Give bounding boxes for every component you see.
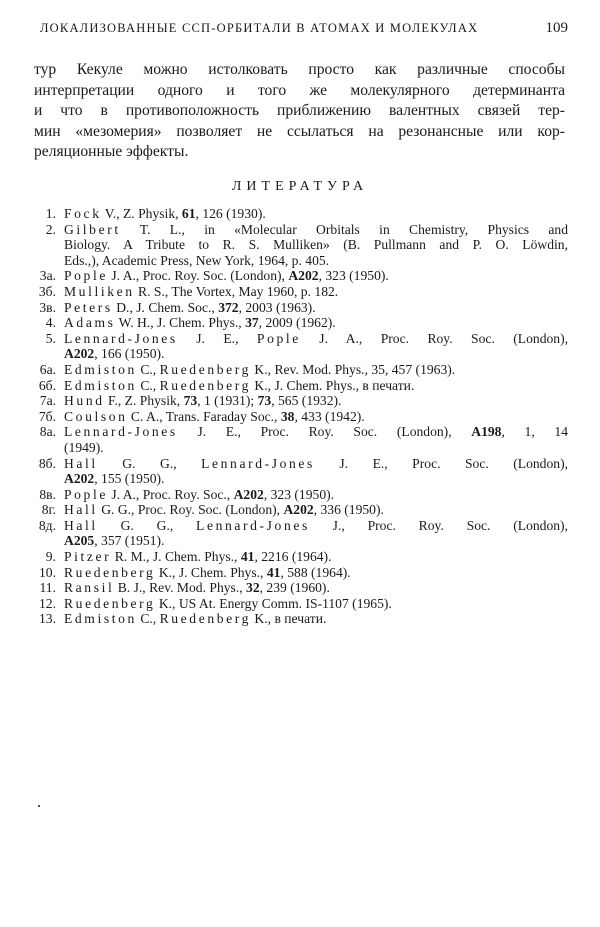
citation-text: C. A., Trans. Faraday Soc., xyxy=(127,408,281,424)
volume-number: 41 xyxy=(266,564,281,580)
reference-item xyxy=(28,315,568,331)
author-name: Hund xyxy=(64,393,105,409)
reference-line xyxy=(64,487,568,503)
reference-line xyxy=(64,362,568,378)
reference-line xyxy=(64,456,568,472)
citation-text: , 433 (1942). xyxy=(294,408,365,424)
citation-text: R. M., J. Chem. Phys., xyxy=(111,549,241,565)
citation-text: (1949). xyxy=(64,439,104,455)
author-name: Lennard-Jones xyxy=(64,424,178,440)
citation-text: R. S., The Vortex, May 1960, p. 182. xyxy=(134,283,339,299)
author-name: Gilbert xyxy=(64,221,121,237)
reference-line xyxy=(64,424,568,440)
volume-number: A202 xyxy=(64,346,95,362)
reference-item xyxy=(28,611,568,627)
running-header xyxy=(40,20,568,37)
volume-number: 372 xyxy=(218,299,239,315)
citation-text: K., в печати. xyxy=(251,611,327,627)
reference-text xyxy=(64,565,568,581)
author-name: Edmiston xyxy=(64,377,137,393)
reference-line xyxy=(64,378,568,394)
reference-item xyxy=(28,424,568,455)
citation-text: B. J., Rev. Mod. Phys., xyxy=(114,580,247,596)
literature-heading: ЛИТЕРАТУРА xyxy=(231,179,369,194)
citation-text: , 2009 (1962). xyxy=(258,315,336,331)
author-name: Ruedenberg xyxy=(159,361,252,377)
citation-text: G. G., xyxy=(97,517,197,533)
paragraph-line: тур Кекуле можно истолковать просто как различные способы xyxy=(34,61,565,78)
reference-list xyxy=(28,206,568,627)
reference-item xyxy=(28,456,568,487)
reference-item xyxy=(28,268,568,284)
reference-line xyxy=(64,502,568,518)
volume-number: A202 xyxy=(233,486,264,502)
citation-text: K., J. Chem. Phys., xyxy=(155,564,267,580)
reference-number: 7а. xyxy=(39,393,56,409)
reference-number: 8в. xyxy=(39,486,56,502)
citation-text: , 588 (1964). xyxy=(280,564,351,580)
citation-text: , 357 (1951). xyxy=(94,533,165,549)
author-name: Edmiston xyxy=(64,611,137,627)
author-name: Ransil xyxy=(64,580,115,596)
reference-number: 8а. xyxy=(39,424,56,440)
volume-number: A202 xyxy=(283,502,314,518)
reference-item xyxy=(28,409,568,425)
reference-item xyxy=(28,580,568,596)
reference-item xyxy=(28,222,568,269)
reference-line xyxy=(64,331,568,347)
reference-line xyxy=(64,533,568,549)
reference-text xyxy=(64,378,568,394)
reference-line xyxy=(64,315,568,331)
author-name: Pitzer xyxy=(64,549,112,565)
citation-text: J. E., Proc. Soc. (London), xyxy=(314,455,568,471)
reference-text xyxy=(64,300,568,316)
reference-number: 11. xyxy=(39,580,56,596)
reference-line xyxy=(64,206,568,222)
reference-text xyxy=(64,284,568,300)
citation-text: K., US At. Energy Comm. IS-1107 (1965). xyxy=(155,595,392,611)
reference-line xyxy=(64,518,568,534)
reference-item xyxy=(28,378,568,394)
paragraph-line: интерпретации одного и того же молекулярного детерминанта xyxy=(34,81,565,99)
citation-text: , 1 (1931); xyxy=(197,393,258,409)
reference-text xyxy=(64,315,568,331)
citation-text: , 323 (1950). xyxy=(263,486,335,502)
reference-text xyxy=(64,580,568,596)
citation-text: , 2216 (1964). xyxy=(254,549,332,565)
reference-number: 8г. xyxy=(41,502,56,518)
volume-number: A205 xyxy=(64,533,95,549)
reference-number: 8б. xyxy=(38,455,56,471)
citation-text: , 2003 (1963). xyxy=(238,299,316,315)
citation-text: F., Z. Physik, xyxy=(104,393,184,409)
reference-number: 5. xyxy=(45,330,56,346)
citation-text: G. G., xyxy=(97,455,202,471)
citation-text: J., Proc. Roy. Soc. (London), xyxy=(309,517,568,533)
citation-text: J. A., Proc. Roy. Soc. (London), xyxy=(107,268,289,284)
reference-line xyxy=(64,393,568,409)
citation-text: , 323 (1950). xyxy=(318,268,389,284)
body-paragraph xyxy=(34,60,565,163)
page-number: 109 xyxy=(545,20,568,36)
reference-text xyxy=(64,222,568,269)
citation-text: , 126 (1930). xyxy=(195,206,266,221)
author-name: Lennard-Jones xyxy=(196,517,310,533)
author-name: Fock xyxy=(64,206,102,221)
author-name: Peters xyxy=(64,299,113,315)
author-name: Ruedenberg xyxy=(64,564,156,580)
volume-number: 32 xyxy=(246,580,260,596)
reference-line xyxy=(64,409,568,425)
citation-text: , 1, 14 xyxy=(501,424,568,440)
reference-text xyxy=(64,268,568,284)
citation-text: Biology. A Tribute to R. S. Mulliken» (B. Pullmann and P. O. Löwdin, xyxy=(64,237,568,253)
citation-text: T. L., in «Molecular Orbitals in Chemistry, Physics and xyxy=(120,221,568,237)
reference-number: 10. xyxy=(39,564,56,580)
reference-text xyxy=(64,393,568,409)
citation-text: K., Rev. Mod. Phys., 35, 457 (1963). xyxy=(251,361,456,377)
citation-text: , 166 (1950). xyxy=(94,346,165,362)
reference-text xyxy=(64,424,568,455)
paragraph-line: реляционные эффекты. xyxy=(34,143,189,160)
reference-text xyxy=(64,409,568,425)
citation-text: K., J. Chem. Phys., в печати. xyxy=(251,377,415,393)
author-name: Coulson xyxy=(64,408,128,424)
reference-item xyxy=(28,502,568,518)
volume-number: A198 xyxy=(471,424,502,440)
reference-line xyxy=(64,440,568,456)
author-name: Hall xyxy=(64,455,98,471)
reference-line xyxy=(64,237,568,253)
volume-number: A202 xyxy=(64,471,95,487)
reference-number: 4. xyxy=(45,315,56,331)
author-name: Hall xyxy=(64,502,98,518)
reference-text xyxy=(64,206,568,222)
reference-text xyxy=(64,362,568,378)
citation-text: J. E., xyxy=(177,330,257,346)
author-name: Pople xyxy=(64,268,108,284)
reference-text xyxy=(64,611,568,627)
author-name: Ruedenberg xyxy=(159,611,252,627)
reference-number: 8д. xyxy=(38,517,56,533)
reference-number: 2. xyxy=(45,221,56,237)
volume-number: A202 xyxy=(288,268,319,284)
reference-text xyxy=(64,549,568,565)
author-name: Pople xyxy=(256,330,301,346)
reference-line xyxy=(64,549,568,565)
citation-text: C., xyxy=(136,361,160,377)
author-name: Mulliken xyxy=(64,283,135,299)
citation-text: J. A., Proc. Roy. Soc. (London), xyxy=(300,330,569,346)
reference-number: 3а. xyxy=(39,268,56,284)
reference-line xyxy=(64,580,568,596)
reference-item xyxy=(28,393,568,409)
author-name: Adams xyxy=(64,315,116,331)
reference-line xyxy=(64,346,568,362)
author-name: Edmiston xyxy=(64,361,137,377)
reference-line xyxy=(64,268,568,284)
reference-number: 3б. xyxy=(38,283,56,299)
reference-item xyxy=(28,300,568,316)
reference-text xyxy=(64,596,568,612)
author-name: Lennard-Jones xyxy=(64,330,178,346)
reference-line xyxy=(64,222,568,238)
citation-text: J. E., Proc. Roy. Soc. (London), xyxy=(177,424,472,440)
volume-number: 73 xyxy=(257,393,272,409)
citation-text: C., xyxy=(136,377,160,393)
reference-item xyxy=(28,284,568,300)
reference-number: 7б. xyxy=(38,408,56,424)
citation-text: D., J. Chem. Soc., xyxy=(112,299,219,315)
reference-item xyxy=(28,331,568,362)
volume-number: 38 xyxy=(280,408,295,424)
author-name: Pople xyxy=(64,486,108,502)
reference-text xyxy=(64,331,568,362)
citation-text: , 565 (1932). xyxy=(271,393,342,409)
volume-number: 61 xyxy=(181,206,196,221)
citation-text: Eds.,), Academic Press, New York, 1964, p. 405. xyxy=(64,252,330,268)
author-name: Ruedenberg xyxy=(64,595,156,611)
volume-number: 73 xyxy=(183,393,198,409)
reference-item xyxy=(28,362,568,378)
reference-item xyxy=(28,549,568,565)
reference-item xyxy=(28,487,568,503)
reference-line xyxy=(64,284,568,300)
reference-item xyxy=(28,596,568,612)
reference-text xyxy=(64,518,568,549)
citation-text: G. G., Proc. Roy. Soc. (London), xyxy=(97,502,284,518)
scan-speck xyxy=(38,805,40,807)
volume-number: 41 xyxy=(240,549,255,565)
citation-text: W. H., J. Chem. Phys., xyxy=(115,315,246,331)
citation-text: V., Z. Physik, xyxy=(101,206,182,221)
reference-number: 3в. xyxy=(39,299,56,315)
reference-number: 1. xyxy=(45,206,56,221)
reference-line xyxy=(64,471,568,487)
reference-line xyxy=(64,565,568,581)
running-title: ЛОКАЛИЗОВАННЫЕ ССП-ОРБИТАЛИ В АТОМАХ И МОЛЕКУЛАХ xyxy=(40,21,479,35)
reference-line xyxy=(64,596,568,612)
author-name: Hall xyxy=(64,517,98,533)
reference-number: 6а. xyxy=(39,361,56,377)
author-name: Lennard-Jones xyxy=(201,455,315,471)
citation-text: , 336 (1950). xyxy=(313,502,384,518)
reference-item xyxy=(28,565,568,581)
reference-item xyxy=(28,206,568,222)
author-name: Ruedenberg xyxy=(159,377,252,393)
citation-text: C., xyxy=(136,611,160,627)
reference-number: 12. xyxy=(39,595,56,611)
reference-text xyxy=(64,502,568,518)
reference-text xyxy=(64,456,568,487)
citation-text: , 155 (1950). xyxy=(94,471,165,487)
volume-number: 37 xyxy=(245,315,259,331)
reference-item xyxy=(28,518,568,549)
reference-number: 9. xyxy=(45,549,56,565)
reference-number: 13. xyxy=(39,611,56,627)
paragraph-line: мин «мезомерия» позволяет не ссылаться на резонансные или кор- xyxy=(34,122,565,140)
citation-text: J. A., Proc. Roy. Soc., xyxy=(107,486,234,502)
reference-number: 6б. xyxy=(38,377,56,393)
paragraph-line: и что в противоположность приближению валентных связей тер- xyxy=(34,102,565,119)
reference-line xyxy=(64,300,568,316)
citation-text: , 239 (1960). xyxy=(259,580,330,596)
reference-line xyxy=(64,253,568,269)
reference-text xyxy=(64,487,568,503)
reference-line xyxy=(64,611,568,627)
